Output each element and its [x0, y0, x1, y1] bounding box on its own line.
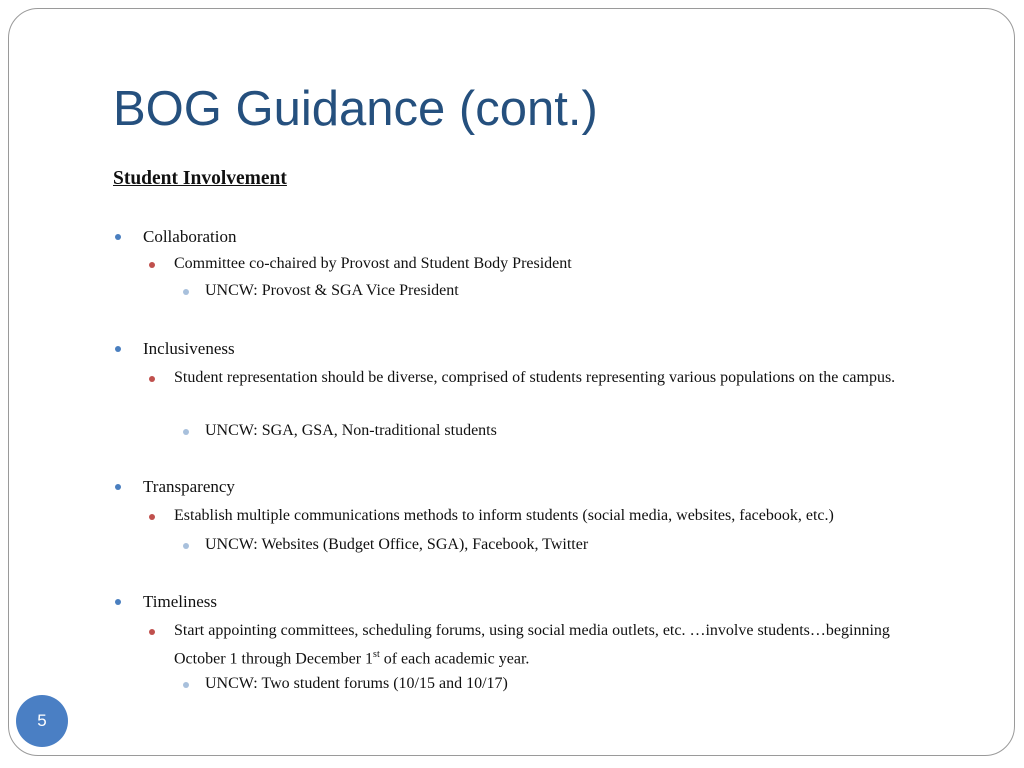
timeliness-detail-tail: of each academic year.	[379, 650, 530, 668]
slide-title: BOG Guidance (cont.)	[113, 82, 598, 136]
bullet-timeliness-uncw: UNCW: Two student forums (10/15 and 10/17)	[205, 675, 508, 692]
bullet-level3	[183, 543, 189, 549]
bullet-transparency-uncw: UNCW: Websites (Budget Office, SGA), Facebook, Twitter	[205, 536, 589, 553]
bullet-collaboration-detail: Committee co-chaired by Provost and Student Body President	[174, 255, 572, 272]
bullet-level3	[183, 682, 189, 688]
ordinal-suffix: st	[373, 649, 380, 660]
bullet-level2	[149, 514, 155, 520]
bullet-level2	[149, 629, 155, 635]
bullet-level1	[115, 234, 121, 240]
section-subheading: Student Involvement	[113, 168, 287, 189]
bullet-timeliness: Timeliness	[143, 592, 218, 611]
bullet-level1	[115, 599, 121, 605]
bullet-inclusiveness: Inclusiveness	[143, 339, 235, 358]
bullet-level2	[149, 262, 155, 268]
bullet-inclusiveness-uncw: UNCW: SGA, GSA, Non-traditional students	[205, 422, 497, 439]
bullet-level1	[115, 346, 121, 352]
bullet-collaboration-uncw: UNCW: Provost & SGA Vice President	[205, 282, 459, 299]
page-number-badge: 5	[16, 695, 68, 747]
bullet-level3	[183, 289, 189, 295]
bullet-timeliness-detail	[174, 619, 934, 671]
timeliness-detail-text: Start appointing committees, scheduling forums, using social media outlets, etc. …involve students…beginning October 1 through December 1	[174, 622, 890, 668]
bullet-level1	[115, 484, 121, 490]
bullet-transparency: Transparency	[143, 477, 235, 496]
bullet-level3	[183, 429, 189, 435]
bullet-collaboration: Collaboration	[143, 227, 237, 246]
bullet-level2	[149, 376, 155, 382]
bullet-transparency-detail: Establish multiple communications methods to inform students (social media, websites, facebook, etc.)	[174, 507, 834, 524]
bullet-inclusiveness-detail: Student representation should be diverse, comprised of students representing various populations on the campus.	[174, 369, 896, 386]
